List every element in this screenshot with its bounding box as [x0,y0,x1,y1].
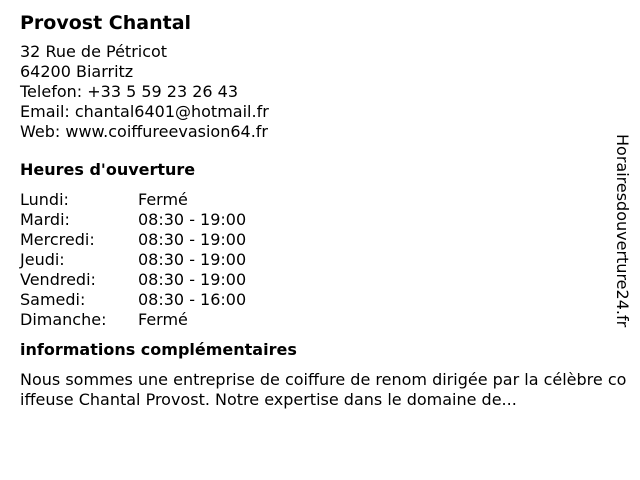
phone-text: Telefon: +33 5 59 23 26 43 [20,82,239,101]
hours-row-friday [20,270,610,290]
hours-day: Lundi: [20,190,69,209]
hours-time: 08:30 - 19:00 [138,270,247,289]
hours-row-sunday [20,310,610,330]
info-heading: informations complémentaires [20,340,297,359]
hours-row-wednesday [20,230,610,250]
hours-row-tuesday [20,210,610,230]
hours-day: Jeudi: [20,250,65,269]
info-description: Nous sommes une entreprise de coiffure de renom dirigée par la célèbre coiffeuse Chantal Provost. Notre expertise dans le domaine de... [20,370,627,409]
hours-time: 08:30 - 19:00 [138,210,247,229]
hours-heading: Heures d'ouverture [20,160,196,179]
hours-table [20,190,610,330]
email-text: Email: chantal6401@hotmail.fr [20,102,269,121]
hours-day: Samedi: [20,290,86,309]
hours-time: 08:30 - 19:00 [138,230,247,249]
hours-row-thursday [20,250,610,270]
site-watermark: Horairesdouverture24.fr [613,134,632,328]
hours-time: Fermé [138,310,188,329]
hours-day: Mercredi: [20,230,95,249]
website-text: Web: www.coiffureevasion64.fr [20,122,268,141]
hours-time: Fermé [138,190,188,209]
hours-day: Vendredi: [20,270,96,289]
business-name: Provost Chantal [20,12,192,34]
hours-day: Dimanche: [20,310,107,329]
hours-time: 08:30 - 16:00 [138,290,247,309]
hours-row-monday [20,190,610,210]
hours-row-saturday [20,290,610,310]
address-city: 64200 Biarritz [20,62,134,81]
hours-day: Mardi: [20,210,70,229]
hours-time: 08:30 - 19:00 [138,250,247,269]
address-street: 32 Rue de Pétricot [20,42,168,61]
